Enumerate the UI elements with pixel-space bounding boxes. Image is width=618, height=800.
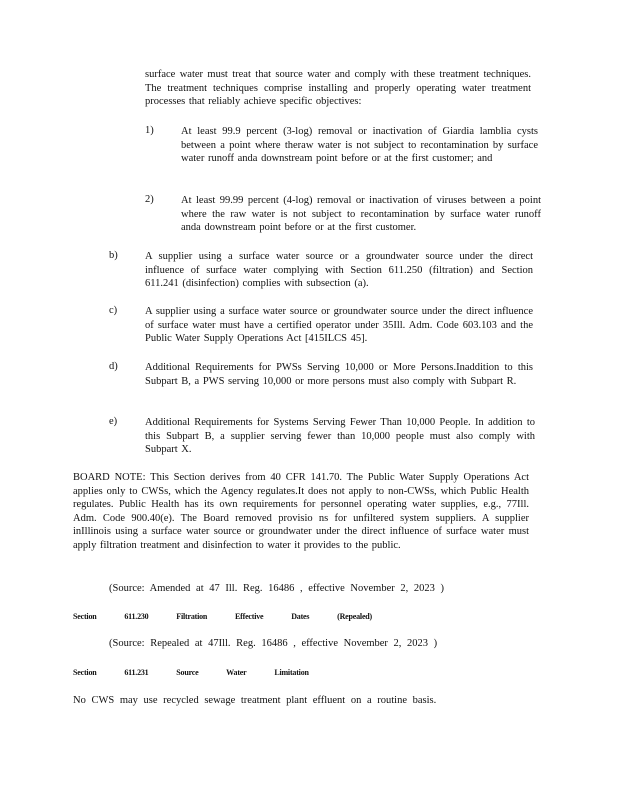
- section-heading: [73, 668, 335, 678]
- item-text: At least 99.99 percent (4-log) removal or inactivation of viruses between a point where the raw water is not subject to recontamination by surface water runoff anda downstream point before or at the first customer.: [181, 195, 541, 234]
- section-title-word: Filtration: [176, 611, 208, 622]
- section-title-word: Effective: [235, 611, 264, 622]
- section-word: Section: [73, 667, 97, 678]
- section-title-word: (Repealed): [337, 611, 373, 622]
- source-note: (Source: Repealed at 47Ill. Reg. 16486 , effective November 2, 2023 ): [109, 638, 438, 649]
- item-letter: e): [109, 416, 118, 427]
- section-number: 611.230: [124, 611, 149, 622]
- section-title-word: Water: [226, 667, 247, 678]
- item-letter: c): [109, 305, 118, 316]
- item-number: 2): [145, 194, 154, 205]
- item-number: 1): [145, 125, 154, 136]
- section-number: 611.231: [124, 667, 149, 678]
- section-title-word: Source: [176, 667, 199, 678]
- item-text: A supplier using a surface water source or a groundwater source under the direct influence of surface water complying with Section 611.250 (filtration) and Section 611.241 (disinfection) complies with subsection (a).: [145, 251, 533, 290]
- section-title-word: Limitation: [274, 667, 309, 678]
- intro-paragraph: surface water must treat that source water and comply with these treatment techniques. The treatment techniques comprise installing and properly operating water treatment processes that reliably achieve specific objectives:: [145, 69, 531, 108]
- item-text: Additional Requirements for PWSs Serving 10,000 or More Persons.Inaddition to this Subpart B, a PWS serving 10,000 or more persons must also comply with Subpart R.: [145, 362, 533, 387]
- section-title-word: Dates: [291, 611, 310, 622]
- source-note: (Source: Amended at 47 Ill. Reg. 16486 , effective November 2, 2023 ): [109, 583, 444, 594]
- item-text: At least 99.9 percent (3-log) removal or inactivation of Giardia lamblia cysts between a point where theraw water is not subject to recontamination by surface water runoff anda downstream point before or at the first customer; and: [181, 126, 538, 165]
- section-heading: [73, 612, 398, 622]
- board-note: BOARD NOTE: This Section derives from 40 CFR 141.70. The Public Water Supply Operations Act applies only to CWSs, which the Agency regulates.It does not apply to non-CWSs, which Public Health regulates. Public Health has its own requirements for personnel operating water supplies, e.g., 77Ill. Adm. Code 900.40(e). The Board removed provisio ns for unfiltered system suppliers. A supplier inIllinois using a surface water source or groundwater under the direct influence of surface water must apply filtration treatment and disinfection to water it provides to the public.: [73, 472, 529, 551]
- item-letter: d): [109, 361, 118, 372]
- item-text: A supplier using a surface water source or groundwater source under the direct influence of surface water must have a certified operator under 35Ill. Adm. Code 603.103 and the Public Water Supply Operations Act [415ILCS 45].: [145, 306, 533, 345]
- item-text: Additional Requirements for Systems Serving Fewer Than 10,000 People. In addition to this Subpart B, a supplier serving fewer than 10,000 people must also comply with Subpart X.: [145, 417, 535, 456]
- item-letter: b): [109, 250, 118, 261]
- final-paragraph: No CWS may use recycled sewage treatment plant effluent on a routine basis.: [73, 695, 437, 706]
- section-word: Section: [73, 611, 97, 622]
